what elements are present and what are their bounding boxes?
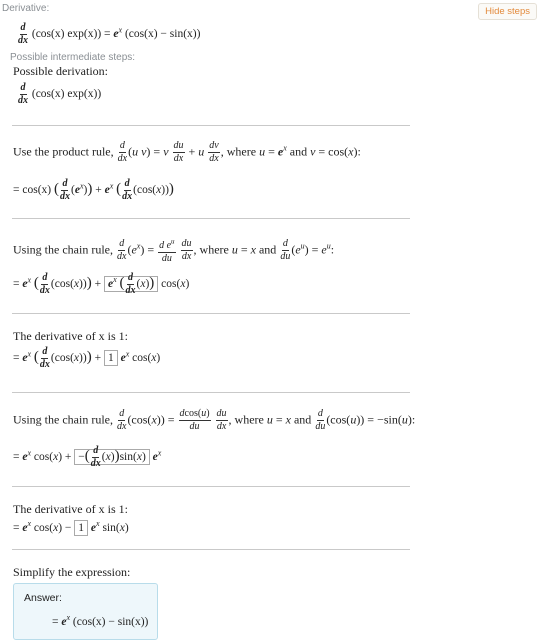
step5-text: The derivative of x is 1: xyxy=(13,502,128,516)
step1-text-a: Use the product rule, xyxy=(13,144,114,159)
step1-expr-a: = cos(x) xyxy=(13,184,52,197)
step1-text: Use the product rule, $\frac{d}{dx}$ (u v) = v $\frac{du}{dx}$ + u $\frac{dv}{dx}$ , where $u = e^x$ and v = cos(x): xyxy=(13,140,361,164)
step2-text-b: , where xyxy=(193,242,229,257)
result-rhs: (cos(x) − sin(x)) xyxy=(124,28,201,41)
divider xyxy=(12,486,410,487)
step4-expression: = $e^x$ cos(x) + −( $\frac{d}{dx}$ (x))sin(x) $e^x$ xyxy=(13,445,162,469)
simplify-text: Simplify the expression: xyxy=(13,565,131,579)
derivative-result: $\frac{d}{dx}$ (cos(x) $\exp(x)) = e^x$ (cos(x) − sin(x)) xyxy=(18,22,201,46)
step5-expression: = $e^x$ cos(x) − 1 $e^x$ sin(x) xyxy=(13,519,129,534)
results-header xyxy=(0,0,540,63)
answer-expr-text: (cos(x) − sin(x)) xyxy=(72,615,149,628)
start-expression: $\frac{d}{dx}$ (cos(x) exp(x)) xyxy=(18,82,102,106)
answer-box xyxy=(13,583,158,640)
step1-expression: = cos(x) ( $\frac{d}{dx}$ $(e^x)) + e^x$ ( $\frac{d}{dx}$ (cos(x))) xyxy=(13,178,174,202)
answer-label: Answer: xyxy=(24,592,62,604)
step2-text-a: Using the chain rule, xyxy=(13,242,113,257)
step4-text: Using the chain rule, $\frac{d}{dx}$ (cos(x)) = $\frac{dcos(u)}{du}$ $\frac{du}{dx}$ , where u = x and $\frac{d}{du}$ (cos(u)) = −sin(u): xyxy=(13,408,416,432)
step1-text-b: , where xyxy=(220,144,257,159)
boxed-one-2: 1 xyxy=(74,520,88,536)
intermediate-label: Possible intermediate steps: xyxy=(10,52,136,63)
step4-text-b: , where xyxy=(228,412,264,427)
divider xyxy=(12,218,410,219)
step1-text-c: and xyxy=(289,144,308,159)
divider xyxy=(12,125,410,126)
start-expr-text: (cos(x) exp(x)) xyxy=(31,88,102,101)
step4-text-a: Using the chain rule, xyxy=(13,412,113,427)
boxed-one: 1 xyxy=(104,350,118,366)
step4-text-c: and xyxy=(293,412,312,427)
answer-expression: = $e^x$ (cos(x) − sin(x)) xyxy=(52,613,149,628)
step3-expression: = $e^x$ ( $\frac{d}{dx}$ (cos(x))) + 1 $e^x$ cos(x) xyxy=(13,346,161,370)
step2-text-c: and xyxy=(258,242,277,257)
divider xyxy=(12,313,410,314)
intro-text: Possible derivation: xyxy=(13,64,108,78)
result-lhs: (cos(x) exp(x)) xyxy=(31,28,102,41)
derivative-label: Derivative: xyxy=(2,3,50,14)
divider xyxy=(12,549,410,550)
hide-steps-button[interactable]: Hide steps xyxy=(478,3,537,20)
step2-text: Using the chain rule, $\frac{d}{dx}$ $(e^x)$ = $\frac{d e^u}{du}$ $\frac{du}{dx}$ , where u = x and $\frac{d}{du}$ $(e^u) = e^u$: xyxy=(13,238,335,265)
divider xyxy=(12,392,410,393)
step3-text: The derivative of x is 1: xyxy=(13,329,128,343)
step2-expression: = $e^x$ ( $\frac{d}{dx}$ $(\cos(x))) + e^x$ ( $\frac{d}{dx}$ (x)) cos(x) xyxy=(13,272,190,296)
